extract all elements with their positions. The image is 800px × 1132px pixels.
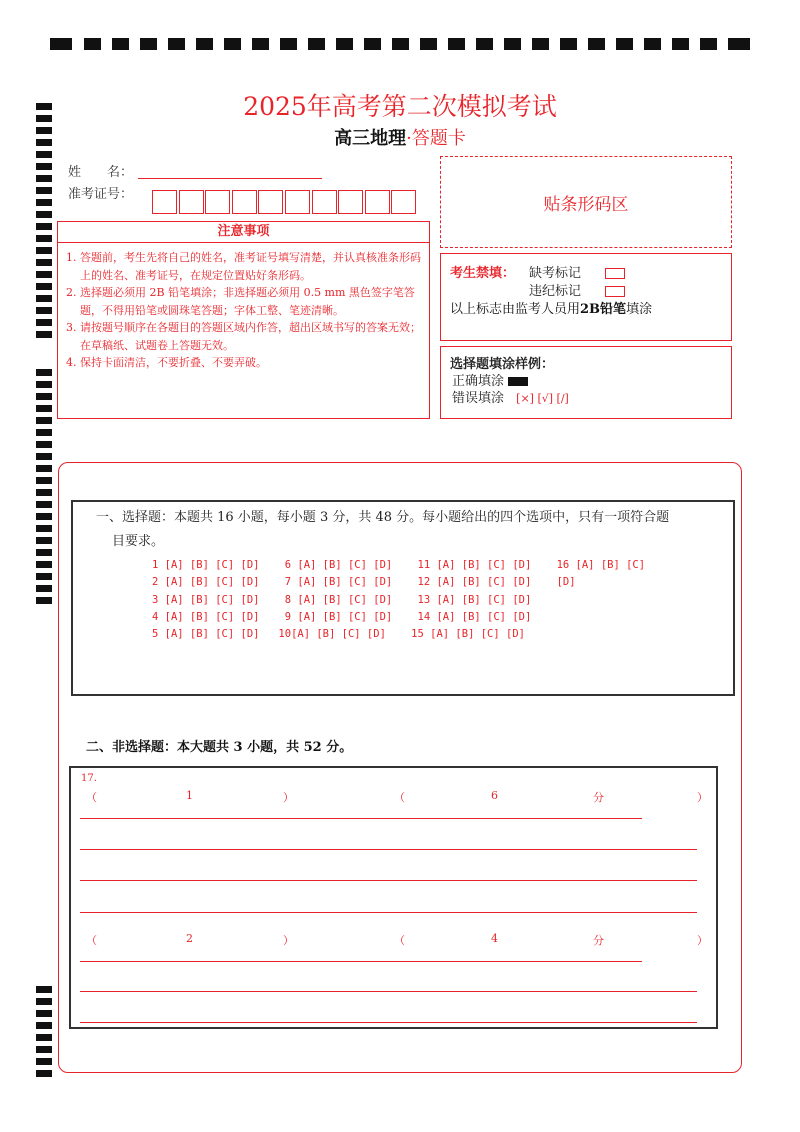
id-digit-box[interactable] — [152, 190, 177, 214]
subject-label: 高三地理 — [334, 128, 407, 149]
exam-title: 2025年高考第二次模拟考试 — [243, 92, 557, 121]
examiner-only-heading: 考生禁填： — [450, 266, 516, 281]
mcq-row[interactable]: 3 [A] [B] [C] [D] 8 [A] [B] [C] [D] 13 [A] [B] [C] [D] — [152, 594, 532, 606]
paren: （ — [86, 934, 97, 947]
id-number-boxes[interactable] — [152, 190, 418, 214]
barcode-label: 贴条形码区 — [543, 194, 629, 215]
fill-sample-heading: 选择题填涂样例： — [450, 357, 555, 372]
paren: （ — [394, 791, 405, 804]
id-digit-box[interactable] — [338, 190, 363, 214]
answer-line[interactable] — [80, 961, 642, 962]
id-digit-box[interactable] — [205, 190, 230, 214]
paren: ） — [283, 934, 294, 947]
notice-item: 3. 请按题号顺序在各题目的答题区域内作答，超出区域书写的答案无效；在草稿纸、试题卷上答题无效。 — [66, 321, 421, 352]
violation-mark-row: 违纪标记 — [529, 280, 625, 299]
absent-mark-row: 缺考标记 — [529, 262, 625, 281]
card-type-label: ·答题卡 — [406, 128, 466, 149]
part-score: 4 — [491, 932, 498, 945]
part-score: 6 — [491, 789, 498, 802]
id-digit-box[interactable] — [312, 190, 337, 214]
wrong-fill-row: 错误填涂 [×] [√] [/] — [452, 391, 569, 406]
id-digit-box[interactable] — [391, 190, 416, 214]
paren: （ — [394, 934, 405, 947]
timing-marks-left — [36, 0, 52, 1132]
id-label: 准考证号： — [68, 187, 134, 202]
fill-sample-box — [440, 346, 732, 419]
q17-number: 17. — [81, 773, 97, 784]
paren: ） — [697, 934, 708, 947]
paren: ） — [697, 791, 708, 804]
violation-mark-box[interactable] — [605, 286, 625, 297]
paren: ） — [283, 791, 294, 804]
notice-item: 1. 答题前，考生先将自己的姓名，准考证号填写清楚，并认真核准条形码上的姓名、准考证号，在规定位置贴好条形码。 — [66, 251, 421, 282]
answer-line[interactable] — [80, 991, 697, 992]
filled-bubble-sample — [508, 377, 528, 386]
mcq-row[interactable]: 1 [A] [B] [C] [D] 6 [A] [B] [C] [D] 11 [A] [B] [C] [D] 16 [A] [B] [C] — [152, 559, 646, 571]
name-field[interactable] — [138, 178, 322, 179]
notice-item: 4. 保持卡面清洁，不要折叠、不要弄破。 — [66, 356, 267, 369]
answer-line[interactable] — [80, 818, 642, 819]
notice-item: 2. 选择题必须用 2B 铅笔填涂；非选择题必须用 0.5 mm 黑色签字笔答题，不得用铅笔或圆珠笔答题；字体工整、笔迹清晰。 — [66, 286, 415, 317]
notice-box — [57, 221, 430, 419]
score-unit: 分 — [593, 934, 604, 947]
mcq-row[interactable]: 2 [A] [B] [C] [D] 7 [A] [B] [C] [D] 12 [A] [B] [C] [D] [D] — [152, 576, 576, 588]
id-digit-box[interactable] — [258, 190, 283, 214]
correct-fill-row: 正确填涂 — [452, 370, 528, 389]
id-digit-box[interactable] — [365, 190, 390, 214]
mcq-row[interactable]: 5 [A] [B] [C] [D] 10[A] [B] [C] [D] 15 [A] [B] [C] [D] — [152, 628, 525, 640]
timing-marks-top — [50, 38, 750, 52]
answer-line[interactable] — [80, 849, 697, 850]
examiner-only-box — [440, 253, 732, 341]
name-label: 姓 名： — [68, 165, 134, 180]
card-subtitle — [0, 124, 800, 150]
mcq-row[interactable]: 4 [A] [B] [C] [D] 9 [A] [B] [C] [D] 14 [A] [B] [C] [D] — [152, 611, 532, 623]
id-digit-box[interactable] — [232, 190, 257, 214]
id-digit-box[interactable] — [285, 190, 310, 214]
paren: （ — [86, 791, 97, 804]
notice-heading: 注意事项 — [58, 222, 429, 243]
answer-line[interactable] — [80, 1022, 697, 1023]
section2-title: 二、非选择题：本大题共 3 小题，共 52 分。 — [86, 740, 353, 755]
q17-answer-box[interactable] — [69, 766, 718, 1029]
answer-line[interactable] — [80, 912, 697, 913]
score-unit: 分 — [593, 791, 604, 804]
id-digit-box[interactable] — [179, 190, 204, 214]
absent-mark-box[interactable] — [605, 268, 625, 279]
answer-line[interactable] — [80, 880, 697, 881]
mcq-instructions: 一、选择题：本题共 16 小题，每小题 3 分，共 48 分。每小题给出的四个选项中，只有一项符合题 目要求。 — [96, 510, 670, 549]
part-number: 2 — [186, 932, 193, 945]
part-number: 1 — [186, 789, 193, 802]
barcode-area — [440, 156, 732, 248]
examiner-note: 以上标志由监考人员用2B铅笔填涂 — [450, 302, 653, 317]
